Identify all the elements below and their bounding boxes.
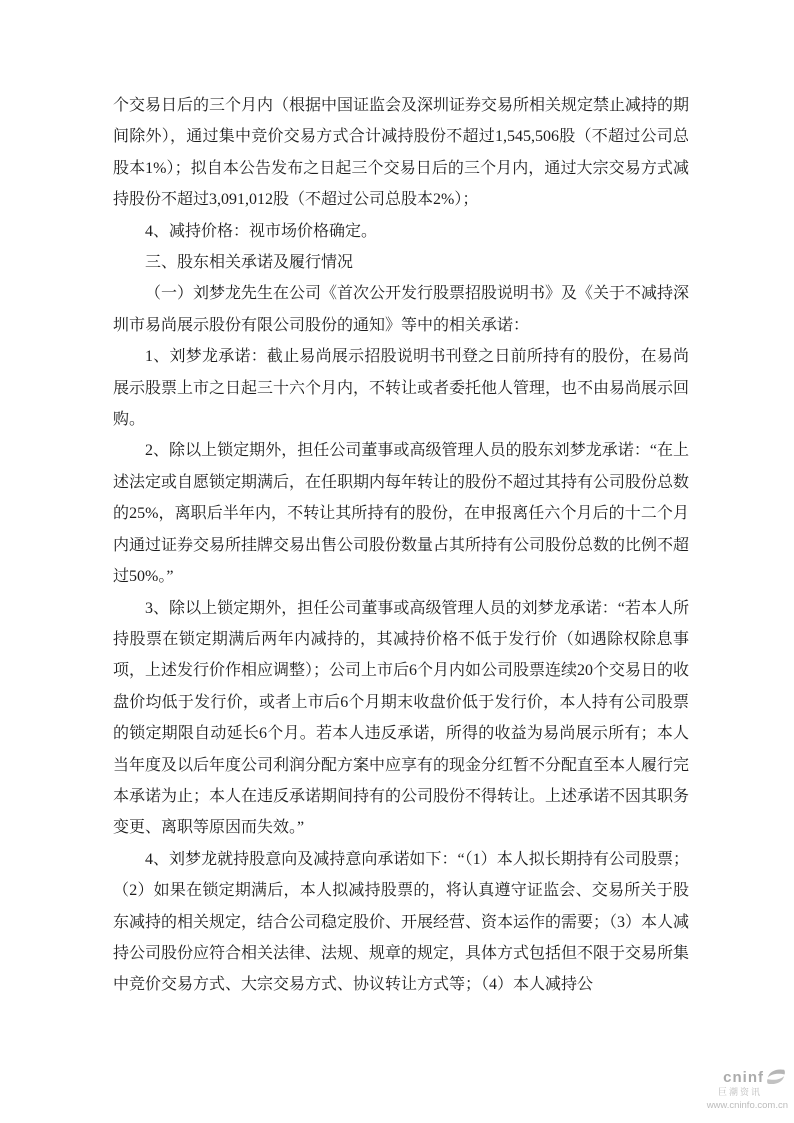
cninfo-brand-text: cninf: [723, 1068, 764, 1086]
paragraph-commitment-3: 3、除以上锁定期外，担任公司董事或高级管理人员的刘梦龙承诺：“若本人所持股票在锁定期满后两年内减持的，其减持价格不低于发行价（如遇除权除息事项，上述发行价作相应调整）；公司上市后6个月内如公司股票连续20个交易日的收盘价均低于发行价，或者上市后6个月期末收盘价低于发行价，本人持有公司股票的锁定期限自动延长6个月。若本人违反承诺，所得的收益为易尚展示所有；本人当年度及以后年度公司利润分配方案中应享有的现金分红暂不分配直至本人履行完本承诺为止；本人在违反承诺期间持有的公司股份不得转让。上述承诺不因其职务变更、离职等原因而失效。”: [113, 599, 690, 837]
cninfo-watermark: [707, 1068, 788, 1111]
cninfo-swirl-icon: [766, 1068, 786, 1086]
cninfo-url: www.cninfo.com.cn: [706, 1100, 788, 1111]
cninfo-chinese-name: 巨潮资讯: [717, 1087, 762, 1097]
paragraph-commitment-2: 2、除以上锁定期外，担任公司董事或高级管理人员的股东刘梦龙承诺：“在上述法定或自愿锁定期满后，在任职期内每年转让的股份不超过其持有公司股份总数的25%，离职后半年内，不转让其所持有的股份，在申报离任六个月后的十二个月内通过证券交易所挂牌交易出售公司股份数量占其所持有公司股份总数的比例不超过50%。”: [113, 442, 690, 586]
cninfo-logo-row: [723, 1068, 786, 1086]
paragraph-reduction-price: 4、减持价格：视市场价格确定。: [145, 222, 378, 240]
paragraph-commitment-4: 4、刘梦龙就持股意向及减持意向承诺如下：“（1）本人拟长期持有公司股票；（2）如果在锁定期满后，本人拟减持股票的，将认真遵守证监会、交易所关于股东减持的相关规定，结合公司稳定股价、开展经营、资本运作的需要；（3）本人减持公司股份应符合相关法律、法规、规章的规定，具体方式包括但不限于交易所集中竞价交易方式、大宗交易方式、协议转让方式等；（4）本人减持公: [113, 850, 690, 994]
paragraph-commitment-1: 1、刘梦龙承诺：截止易尚展示招股说明书刊登之日前所持有的股份，在易尚展示股票上市之日起三十六个月内，不转让或者委托他人管理，也不由易尚展示回购。: [113, 348, 690, 429]
document-body: [113, 90, 689, 1001]
paragraph-commitments-intro: （一）刘梦龙先生在公司《首次公开发行股票招股说明书》及《关于不减持深圳市易尚展示股份有限公司股份的通知》等中的相关承诺：: [113, 285, 690, 334]
paragraph-continuation: 个交易日后的三个月内（根据中国证监会及深圳证券交易所相关规定禁止减持的期间除外），通过集中竞价交易方式合计减持股份不超过1,545,506股（不超过公司总股本1%）；拟自本公告发布之日起三个交易日后的三个月内，通过大宗交易方式减持股份不超过3,091,012股（不超过公司总股本2%）；: [113, 97, 690, 209]
section-heading: 三、股东相关承诺及履行情况: [145, 254, 354, 272]
